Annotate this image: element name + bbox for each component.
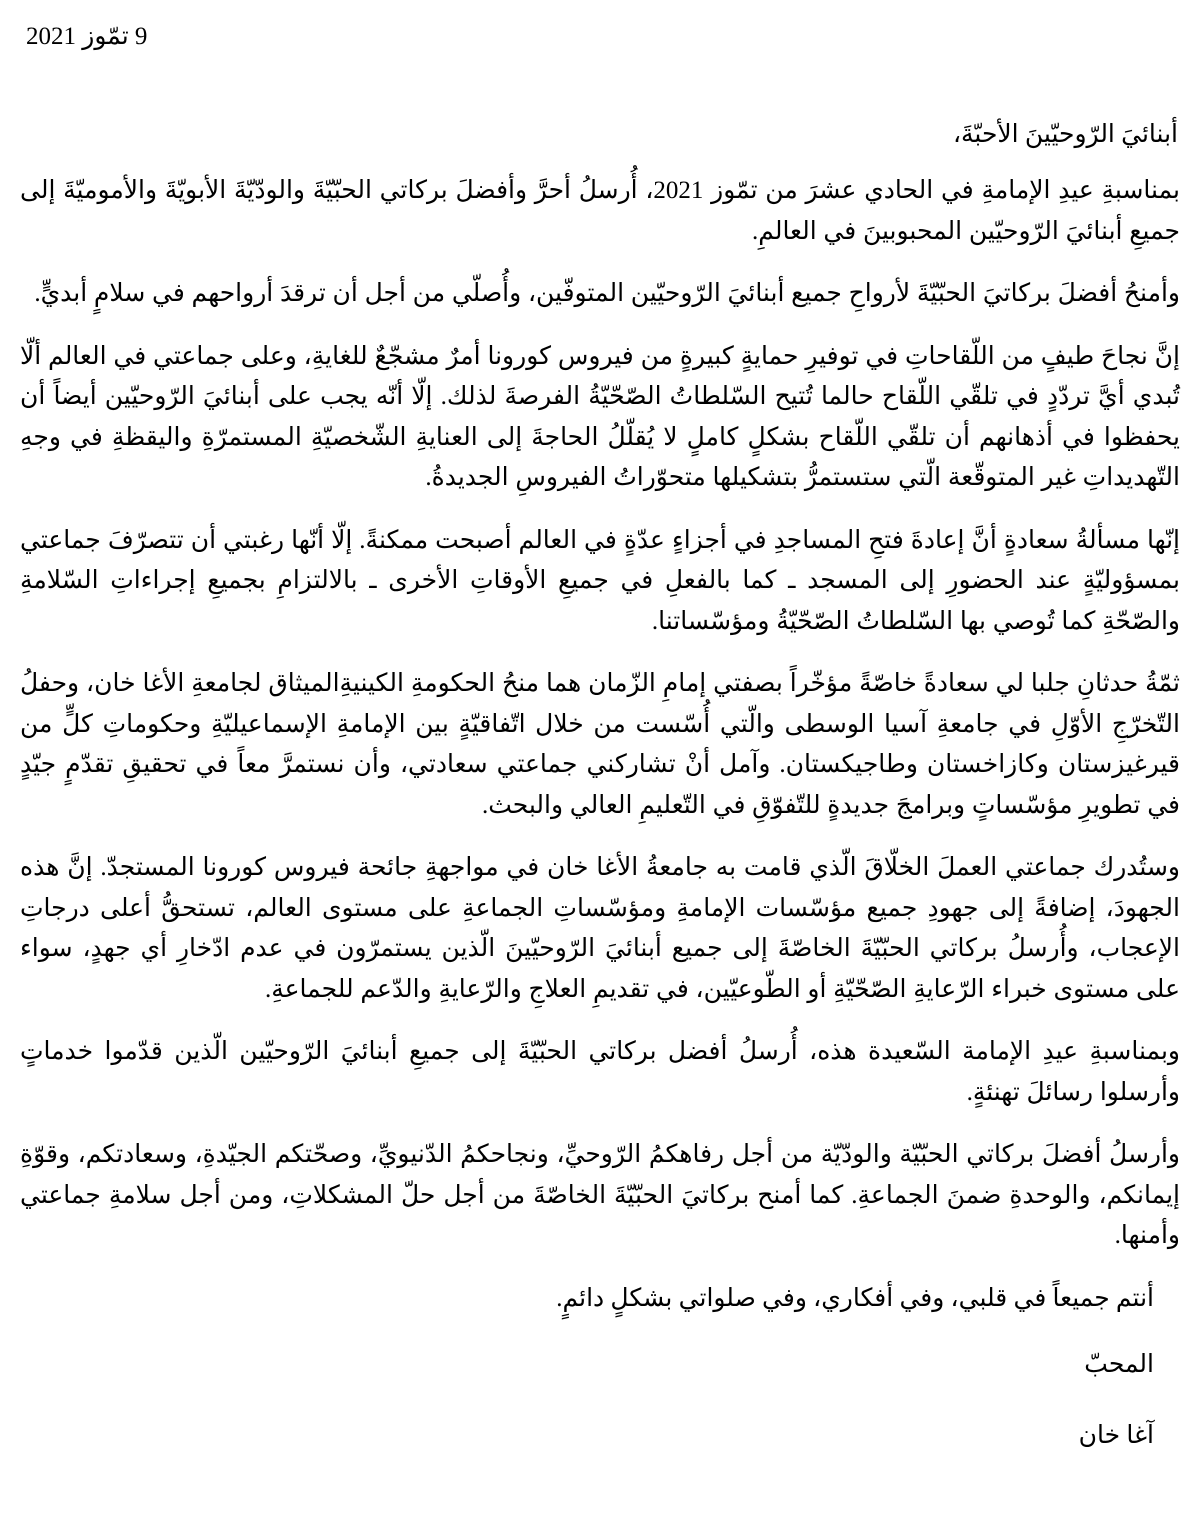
closing-line: أنتم جميعاً في قلبي، وفي أفكاري، وفي صلواتي بشكلٍ دائمٍ.	[556, 1284, 1154, 1312]
letter-body	[18, 171, 1182, 1257]
body-paragraph: ثمّةُ حدثانِ جلبا لي سعادةً خاصّةً مؤخّراً بصفتي إمامِ الزّمان هما منحُ الحكومةِ الكينيةِالميثاق لجامعةِ الأغا خان، وحفلُ التّخرّجِ الأوّلِ في جامعةِ آسيا الوسطى والّتي أُسّست من خلال اتّفاقيّةٍ بين الإمامةِ الإسماعيليّةِ وحكوماتِ كلٍّ من قيرغيزستان وكازاخستان وطاجيكستان. وآمل أنْ تشاركني جماعتي سعادتي، وأن نستمرَّ معاً في تحقيقِ تقدّمٍ جيّدٍ في تطويرِ مؤسّساتٍ وبرامجَ جديدةٍ للتّفوّقِ في التّعليمِ العالي والبحث.	[20, 670, 1180, 819]
header-spacer	[18, 54, 1182, 116]
body-paragraph: وبمناسبةِ عيدِ الإمامة السّعيدة هذه، أُرسلُ أفضل بركاتي الحبّيّةَ إلى جميعِ أبنائيَ الرّوحيّين الّذين قدّموا خدماتٍ وأرسلوا رسائلَ تهنئةٍ.	[20, 1038, 1180, 1106]
sign-off: المحبّ	[1084, 1351, 1154, 1379]
body-paragraph: وستُدرك جماعتي العملَ الخلّاقَ الّذي قامت به جامعةُ الأغا خان في مواجهةِ جائحة فيروس كورونا المستجدّ. إنَّ هذه الجهودَ، إضافةً إلى جهودِ جميع مؤسّسات الإمامةِ ومؤسّساتِ الجماعةِ على مستوى العالم، تستحقُّ أعلى درجاتِ الإعجاب، وأُرسلُ بركاتي الحبّيّةَ الخاصّةَ إلى جميع أبنائيَ الرّوحيّينَ الّذين يستمرّون في عدم ادّخارِ أي جهدٍ، سواء على مستوى خبراء الرّعايةِ الصّحّيّةِ أو الطّوعيّين، في تقديمِ العلاجِ والرّعايةِ والدّعم للجماعةِ.	[20, 854, 1180, 1003]
body-paragraph: بمناسبةِ عيدِ الإمامةِ في الحادي عشرَ من تمّوز 2021، أُرسلُ أحرَّ وأفضلَ بركاتي الحبّيّةَ والودّيّةَ الأبويّةَ والأموميّةَ إلى جميعِ أبنائيَ الرّوحيّين المحبوبينَ في العالمِ.	[20, 177, 1180, 245]
body-paragraph: وأمنحُ أفضلَ بركاتيَ الحبّيّةَ لأرواحِ جميع أبنائيَ الرّوحيّين المتوفّين، وأُصلّي من أجل أن ترقدَ أرواحهم في سلامٍ أبديٍّ.	[34, 280, 1180, 308]
signature: آغا خان	[1078, 1421, 1154, 1449]
body-paragraph: وأرسلُ أفضلَ بركاتي الحبّيّة والودّيّة من أجل رفاهكمُ الرّوحيِّ، ونجاحكمُ الدّنيويِّ، وصحّتكم الجيّدةِ، وسعادتكم، وقوّةِ إيمانكم، والوحدةِ ضمنَ الجماعةِ. كما أمنح بركاتيَ الحبّيّةَ الخاصّةَ من أجل حلّ المشكلاتِ، ومن أجل سلامةِ جماعتي وأمنها.	[20, 1141, 1180, 1250]
salutation: أبنائيَ الرّوحيّينَ الأحبّةَ،	[952, 120, 1178, 148]
body-paragraph: إنَّ نجاحَ طيفٍ من اللّقاحاتِ في توفيرِ حمايةٍ كبيرةٍ من فيروس كورونا أمرٌ مشجّعٌ للغايةِ، وعلى جماعتي في العالم ألّا تُبدي أيَّ تردّدٍ في تلقّي اللّقاح حالما تُتيح السّلطاتُ الصّحّيّةُ الفرصةَ لذلك. إلّا أنّه يجب على أبنائيَ الرّوحيّين أيضاً أن يحفظوا في أذهانهم أن تلقّي اللّقاح بشكلٍ كاملٍ لا يُقلّلُ الحاجةَ إلى العنايةِ الشّخصيّةِ المستمرّةِ واليقظةِ في وجهِ التّهديداتِ غير المتوقّعة الّتي ستستمرُّ بتشكيلها متحوّراتُ الفيروسِ الجديدةُ.	[20, 342, 1180, 492]
body-paragraph: إنّها مسألةُ سعادةٍ أنَّ إعادةَ فتحِ المساجدِ في أجزاءٍ عدّةٍ في العالم أصبحت ممكنةً. إلّا أنّها رغبتي أن تتصرّفَ جماعتي بمسؤوليّةٍ عند الحضورِ إلى المسجد ـ كما بالفعلِ في جميعِ الأوقاتِ الأخرى ـ بالالتزامِ بجميعِ إجراءاتِ السّلامةِ والصّحّةِ كما تُوصي بها السّلطاتُ الصّحّيّةُ ومؤسّساتنا.	[20, 526, 1180, 635]
document-date: 9 تمّوز 2021	[26, 23, 148, 50]
